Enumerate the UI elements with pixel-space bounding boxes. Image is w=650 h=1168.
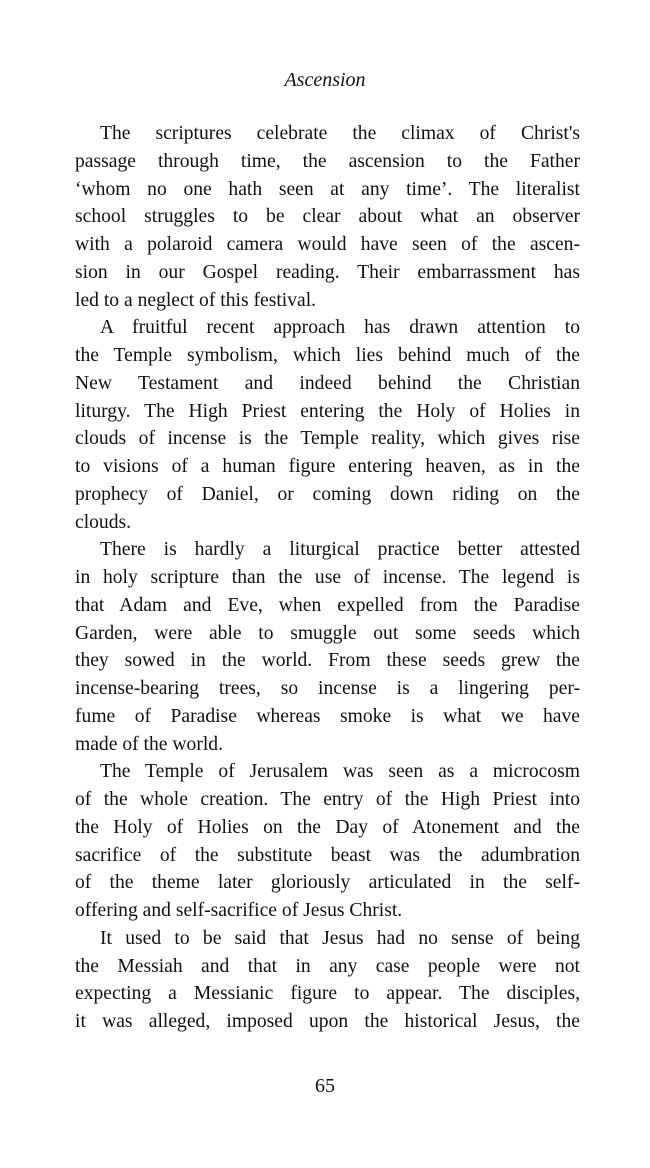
text-line: There is hardly a liturgical practice better attested [100,539,580,561]
text-line: liturgy. The High Priest entering the Holy of Holies in [75,400,580,422]
text-line: sion in our Gospel reading. Their embarrassment has [75,261,580,283]
text-line: they sowed in the world. From these seeds grew the [75,650,580,672]
text-line: A fruitful recent approach has drawn attention to [100,317,580,339]
text-line: of the theme later gloriously articulated in the self- [75,872,580,894]
text-line: The Temple of Jerusalem was seen as a microcosm [100,761,580,783]
text-line: New Testament and indeed behind the Christian [75,372,580,394]
text-line: led to a neglect of this festival. [75,289,317,311]
text-line: The scriptures celebrate the climax of Christ's [100,123,580,144]
paragraph [75,536,580,758]
text-line: passage through time, the ascension to the Father [75,150,580,172]
body-text [75,120,580,1036]
paragraph [75,314,580,536]
text-line: with a polaroid camera would have seen of the ascen- [75,234,580,255]
text-line: sacrifice of the substitute beast was the adumbration [75,844,580,866]
text-line: clouds of incense is the Temple reality, which gives rise [75,428,580,450]
text-line: that Adam and Eve, when expelled from the Paradise [75,594,580,616]
text-line: ‘whom no one hath seen at any time’. The literalist [75,178,580,200]
text-line: the Holy of Holies on the Day of Atonement and the [75,816,580,838]
text-line: clouds. [75,511,132,533]
text-line: of the whole creation. The entry of the High Priest into [75,789,580,810]
text-line: it was alleged, imposed upon the historical Jesus, the [75,1011,580,1032]
text-line: to visions of a human figure entering heaven, as in the [75,456,580,477]
text-line: offering and self-sacrifice of Jesus Christ. [75,900,403,921]
text-line: Garden, were able to smuggle out some seeds which [75,622,580,644]
running-head: Ascension [284,69,366,91]
paragraph [75,925,580,1036]
text-line: expecting a Messianic figure to appear. The disciples, [75,983,580,1005]
text-line: It used to be said that Jesus had no sense of being [100,927,580,949]
text-line: incense-bearing trees, so incense is a lingering per- [75,678,580,699]
paragraph [75,758,580,925]
text-line: made of the world. [75,733,223,755]
text-line: fume of Paradise whereas smoke is what we have [75,705,580,727]
text-line: in holy scripture than the use of incense. The legend is [75,567,580,588]
paragraph [75,120,580,314]
text-line: prophecy of Daniel, or coming down riding on the [75,483,580,505]
text-line: the Temple symbolism, which lies behind much of the [75,345,580,366]
text-line: school struggles to be clear about what an observer [75,206,580,228]
text-line: the Messiah and that in any case people were not [75,955,580,977]
page-number: 65 [315,1075,335,1097]
